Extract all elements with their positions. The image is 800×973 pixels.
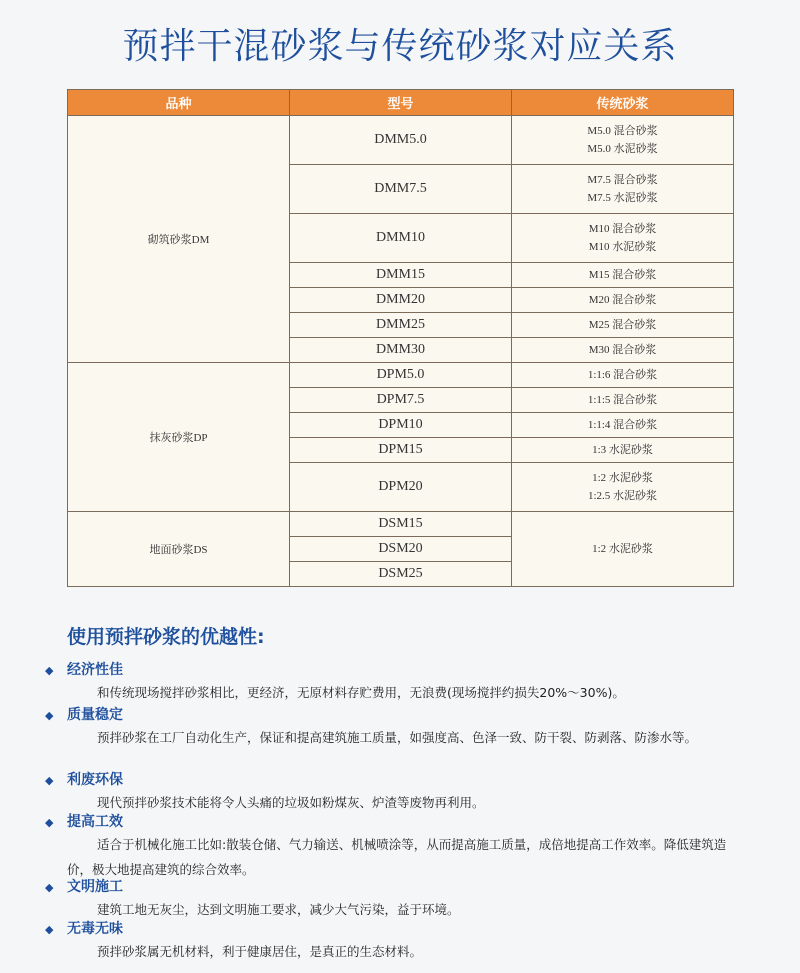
model-cell: DPM20 <box>290 463 512 512</box>
header-traditional: 传统砂浆 <box>512 90 734 116</box>
traditional-cell: M20 混合砂浆 <box>512 288 734 313</box>
advantage-text: 现代预拌砂浆技术能将令人头痛的垃圾如粉煤灰、炉渣等废物再利用。 <box>97 795 485 810</box>
table-row <box>68 363 734 388</box>
mortar-table <box>67 89 734 587</box>
traditional-cell: 1:2 水泥砂浆 1:2.5 水泥砂浆 <box>512 463 734 512</box>
model-cell: DPM10 <box>290 413 512 438</box>
advantages-title: 使用预拌砂浆的优越性: <box>67 626 265 648</box>
traditional-cell: M25 混合砂浆 <box>512 313 734 338</box>
model-cell: DPM7.5 <box>290 388 512 413</box>
traditional-cell: 1:1:6 混合砂浆 <box>512 363 734 388</box>
advantage-heading: 提高工效 <box>67 814 123 830</box>
diamond-icon: ◆ <box>45 709 54 722</box>
advantage-item <box>45 705 745 750</box>
model-cell: DPM15 <box>290 438 512 463</box>
traditional-cell: 1:2 水泥砂浆 <box>512 512 734 587</box>
model-cell: DSM15 <box>290 512 512 537</box>
advantage-item <box>45 660 745 705</box>
traditional-cell: 1:1:4 混合砂浆 <box>512 413 734 438</box>
traditional-cell: 1:1:5 混合砂浆 <box>512 388 734 413</box>
header-model: 型号 <box>290 90 512 116</box>
diamond-icon: ◆ <box>45 816 54 829</box>
model-cell: DMM15 <box>290 263 512 288</box>
diamond-icon: ◆ <box>45 664 54 677</box>
category-cell: 砌筑砂浆DM <box>68 116 290 363</box>
traditional-cell: M30 混合砂浆 <box>512 338 734 363</box>
advantage-item <box>45 770 745 815</box>
diamond-icon: ◆ <box>45 774 54 787</box>
traditional-cell: M10 混合砂浆 M10 水泥砂浆 <box>512 214 734 263</box>
advantage-text: 建筑工地无灰尘，达到文明施工要求，减少大气污染，益于环境。 <box>97 902 460 917</box>
model-cell: DSM25 <box>290 562 512 587</box>
traditional-cell: 1:3 水泥砂浆 <box>512 438 734 463</box>
header-category: 品种 <box>68 90 290 116</box>
table-row <box>68 116 734 165</box>
advantage-item <box>45 812 745 882</box>
page-title: 预拌干混砂浆与传统砂浆对应关系 <box>122 26 678 67</box>
advantage-heading: 质量稳定 <box>67 707 123 723</box>
advantage-heading: 利废环保 <box>67 772 123 788</box>
advantage-heading: 经济性佳 <box>67 662 123 678</box>
advantage-text: 预拌砂浆属无机材料，利于健康居住，是真正的生态材料。 <box>97 944 423 959</box>
model-cell: DPM5.0 <box>290 363 512 388</box>
advantage-item <box>45 919 745 964</box>
traditional-cell: M15 混合砂浆 <box>512 263 734 288</box>
advantage-heading: 文明施工 <box>67 879 123 895</box>
model-cell: DMM20 <box>290 288 512 313</box>
table-header-row <box>68 90 734 116</box>
advantage-text: 和传统现场搅拌砂浆相比，更经济，无原材料存贮费用，无浪费(现场搅拌约损失20%～30%)。 <box>97 685 625 700</box>
category-cell: 地面砂浆DS <box>68 512 290 587</box>
advantage-heading: 无毒无味 <box>67 921 123 937</box>
model-cell: DMM7.5 <box>290 165 512 214</box>
advantage-text: 适合于机械化施工比如:散装仓储、气力输送、机械喷涂等，从而提高施工质量，成倍地提高工作效率。降低建筑造价，极大地提高建筑的综合效率。 <box>67 837 727 877</box>
advantage-item <box>45 877 745 922</box>
model-cell: DSM20 <box>290 537 512 562</box>
table-row <box>68 512 734 537</box>
traditional-cell: M5.0 混合砂浆 M5.0 水泥砂浆 <box>512 116 734 165</box>
diamond-icon: ◆ <box>45 881 54 894</box>
model-cell: DMM25 <box>290 313 512 338</box>
model-cell: DMM5.0 <box>290 116 512 165</box>
traditional-cell: M7.5 混合砂浆 M7.5 水泥砂浆 <box>512 165 734 214</box>
model-cell: DMM10 <box>290 214 512 263</box>
category-cell: 抹灰砂浆DP <box>68 363 290 512</box>
model-cell: DMM30 <box>290 338 512 363</box>
diamond-icon: ◆ <box>45 923 54 936</box>
advantage-text: 预拌砂浆在工厂自动化生产，保证和提高建筑施工质量，如强度高、色泽一致、防干裂、防剥落、防渗水等。 <box>97 730 698 745</box>
